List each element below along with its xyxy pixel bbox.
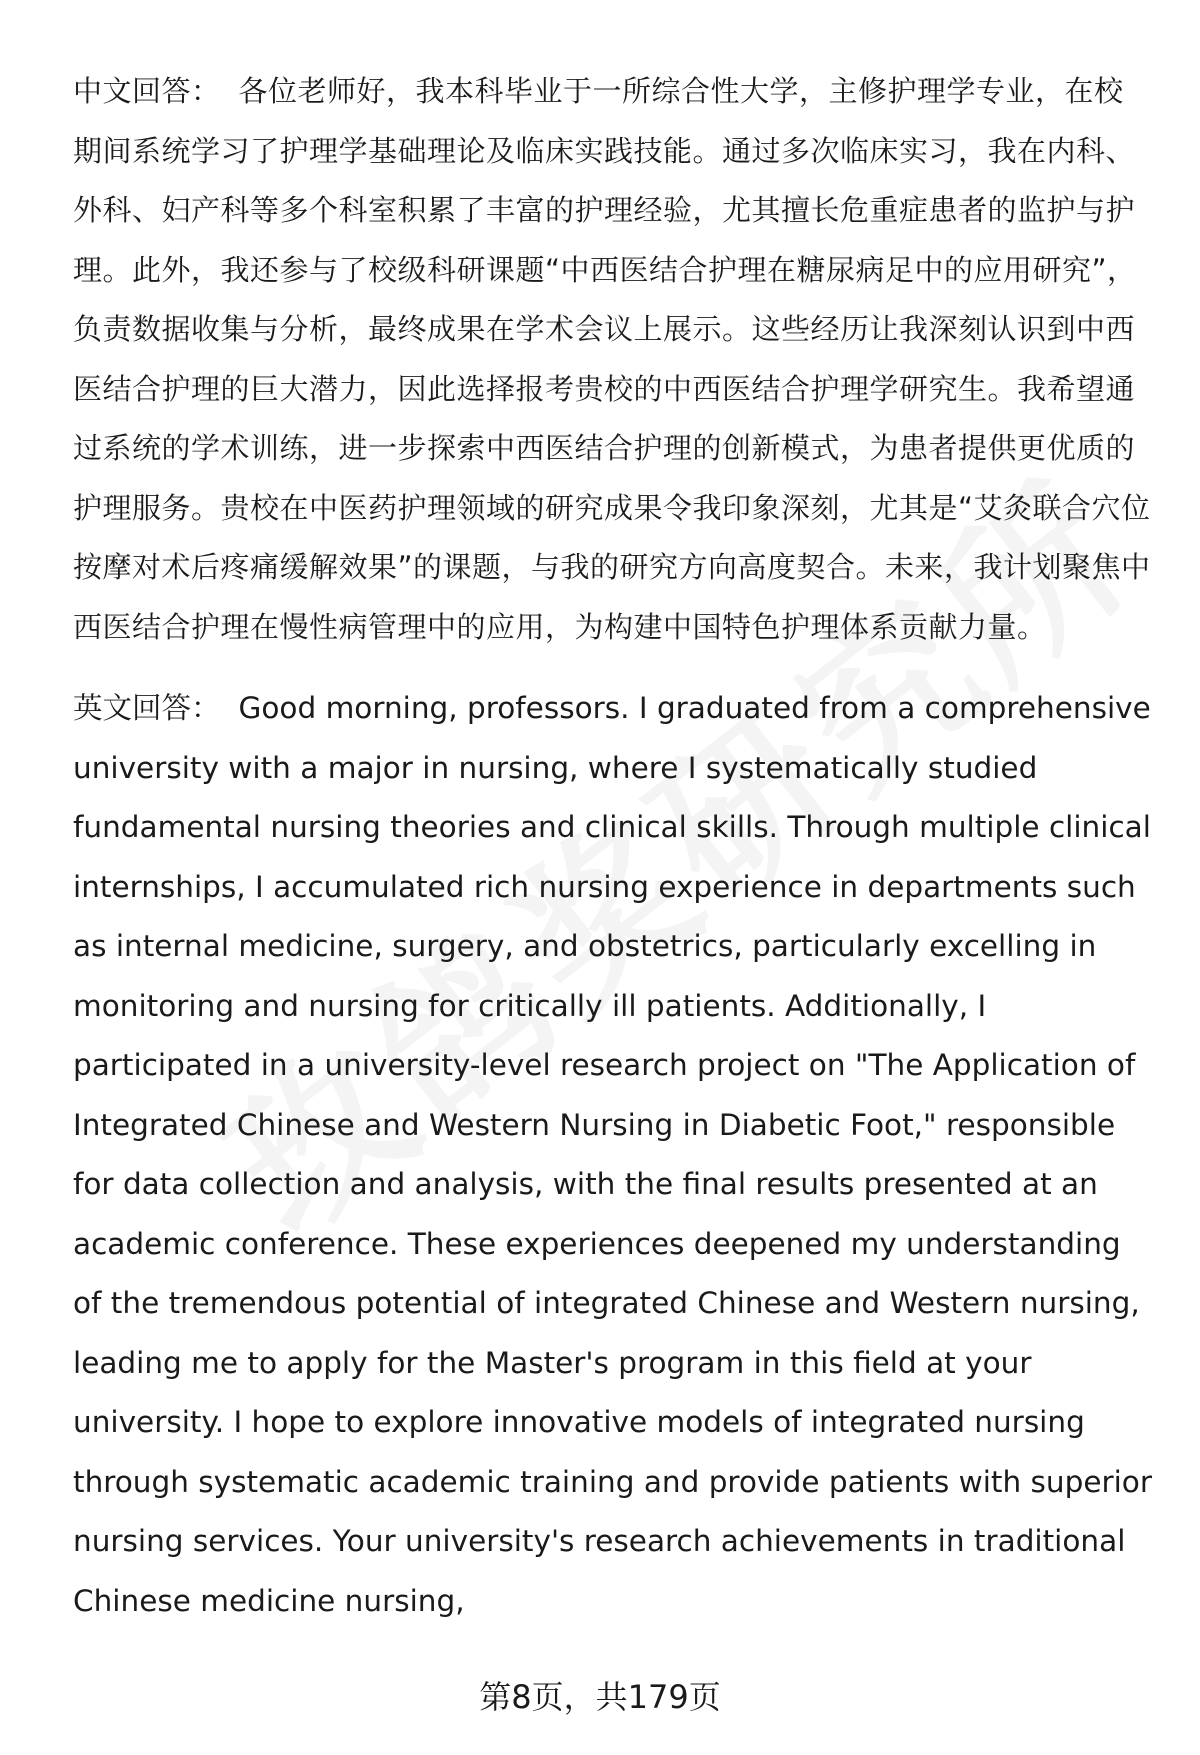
english-answer-label: 英文回答： [73, 691, 221, 725]
english-answer-paragraph [73, 679, 1153, 1631]
chinese-answer-text: 各位老师好，我本科毕业于一所综合性大学，主修护理学专业，在校期间系统学习了护理学基础理论及临床实践技能。通过多次临床实习，我在内科、外科、妇产科等多个科室积累了丰富的护理经验，尤其擅长危重症患者的监护与护理。此外，我还参与了校级科研课题“中西医结合护理在糖尿病足中的应用研究”，负责数据收集与分析，最终成果在学术会议上展示。这些经历让我深刻认识到中西医结合护理的巨大潜力，因此选择报考贵校的中西医结合护理学研究生。我希望通过系统的学术训练，进一步探索中西医结合护理的创新模式，为患者提供更优质的护理服务。贵校在中医药护理领域的研究成果令我印象深刻，尤其是“艾灸联合穴位按摩对术后疼痛缓解效果”的课题，与我的研究方向高度契合。未来，我计划聚焦中西医结合护理在慢性病管理中的应用，为构建中国特色护理体系贡献力量。 [73, 74, 1151, 644]
chinese-answer-label: 中文回答： [73, 74, 221, 108]
page-number-footer: 第8页，共179页 [479, 1678, 721, 1716]
chinese-answer-paragraph [73, 62, 1153, 657]
english-answer-text: Good morning, professors. I graduated from a comprehensive university with a major in nursing, where I systematically studied fundamental nursing theories and clinical skills. Through multiple clinical internships, I accumulated rich nursing experience in departments such as internal medicine, surgery, and obstetrics, particularly excelling in monitoring and nursing for critically ill patients. Additionally, I participated in a university-level research project on "The Application of Integrated Chinese and Western Nursing in Diabetic Foot," responsible for data collection and analysis, with the final results presented at an academic conference. These experiences deepened my understanding of the tremendous potential of integrated Chinese and Western nursing, leading me to apply for the Master's program in this field at your university. I hope to explore innovative models of integrated nursing through systematic academic training and provide patients with superior nursing services. Your university's research achievements in traditional Chinese medicine nursing, [73, 691, 1152, 1618]
document-content [73, 62, 1153, 1631]
